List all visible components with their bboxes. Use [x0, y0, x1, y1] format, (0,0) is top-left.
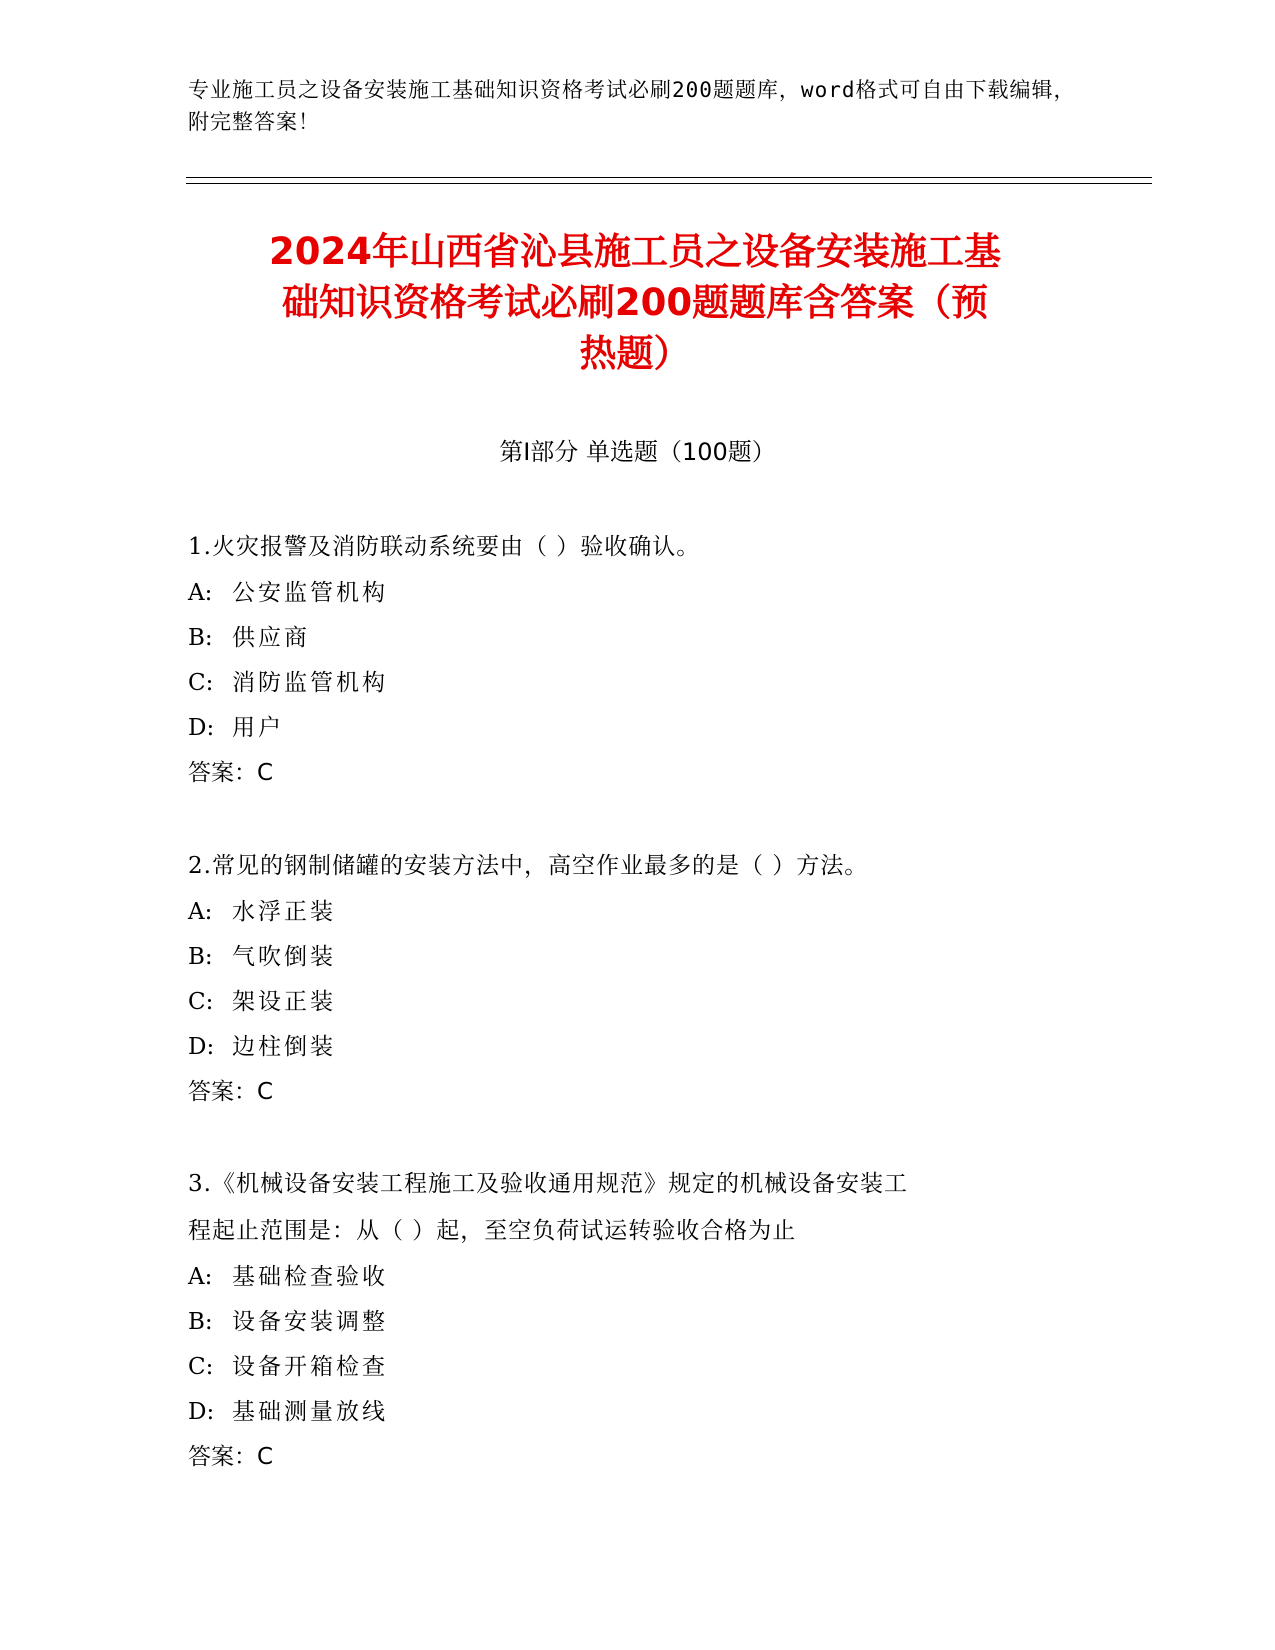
option-a — [188, 890, 1088, 935]
document-title-line: 础知识资格考试必刷200题题库含答案（预 — [281, 281, 989, 324]
option-c — [188, 980, 1088, 1025]
document-title-line: 热题） — [579, 332, 691, 375]
option-b — [188, 616, 1088, 661]
option-text: 设备开箱检查 — [232, 1354, 388, 1380]
option-text: 供应商 — [232, 625, 310, 651]
option-text: 边柱倒装 — [232, 1034, 336, 1060]
option-text: 消防监管机构 — [232, 670, 388, 696]
answer-line: 答案：C — [188, 760, 274, 786]
option-text: 公安监管机构 — [232, 580, 388, 606]
header-divider-thick — [186, 177, 1152, 178]
option-text: 气吹倒装 — [232, 944, 336, 970]
option-c — [188, 1345, 1088, 1390]
option-letter: B: — [188, 625, 213, 651]
option-text: 基础测量放线 — [232, 1399, 388, 1425]
option-d — [188, 706, 1088, 751]
option-c — [188, 661, 1088, 706]
option-letter: C: — [188, 989, 214, 1015]
option-b — [188, 935, 1088, 980]
option-letter: D: — [188, 1399, 215, 1425]
question-1 — [188, 524, 1088, 796]
option-a — [188, 1255, 1088, 1300]
header-divider-thin — [186, 183, 1152, 184]
question-2 — [188, 843, 1088, 1115]
option-letter: B: — [188, 1309, 213, 1335]
option-text: 架设正装 — [232, 989, 336, 1015]
question-3 — [188, 1161, 1088, 1480]
option-d — [188, 1025, 1088, 1070]
option-letter: A: — [188, 899, 213, 925]
option-letter: C: — [188, 1354, 214, 1380]
option-text: 用户 — [232, 715, 284, 741]
document-title-line: 2024年山西省沁县施工员之设备安装施工基 — [269, 230, 1001, 273]
option-text: 水浮正装 — [232, 899, 336, 925]
header-note: 专业施工员之设备安装施工基础知识资格考试必刷200题题库，word格式可自由下载编辑，附完整答案！ — [188, 78, 1076, 134]
question-stem: 1.火灾报警及消防联动系统要由（ ）验收确认。 — [188, 534, 701, 560]
answer-line: 答案：C — [188, 1079, 274, 1105]
option-d — [188, 1390, 1088, 1435]
section-heading: 第Ⅰ部分 单选题（100题） — [499, 438, 776, 466]
option-text: 基础检查验收 — [232, 1264, 388, 1290]
question-stem-continued: 程起止范围是：从（ ）起，至空负荷试运转验收合格为止 — [188, 1218, 797, 1244]
option-letter: D: — [188, 715, 215, 741]
answer-line: 答案：C — [188, 1444, 274, 1470]
option-b — [188, 1300, 1088, 1345]
option-letter: C: — [188, 670, 214, 696]
option-letter: A: — [188, 580, 213, 606]
option-letter: D: — [188, 1034, 215, 1060]
option-a — [188, 571, 1088, 616]
document-title — [180, 226, 1090, 379]
option-text: 设备安装调整 — [232, 1309, 388, 1335]
option-letter: B: — [188, 944, 213, 970]
option-letter: A: — [188, 1264, 213, 1290]
question-stem: 2.常见的钢制储罐的安装方法中，高空作业最多的是（ ）方法。 — [188, 853, 869, 879]
question-stem: 3.《机械设备安装工程施工及验收通用规范》规定的机械设备安装工 — [188, 1171, 908, 1197]
